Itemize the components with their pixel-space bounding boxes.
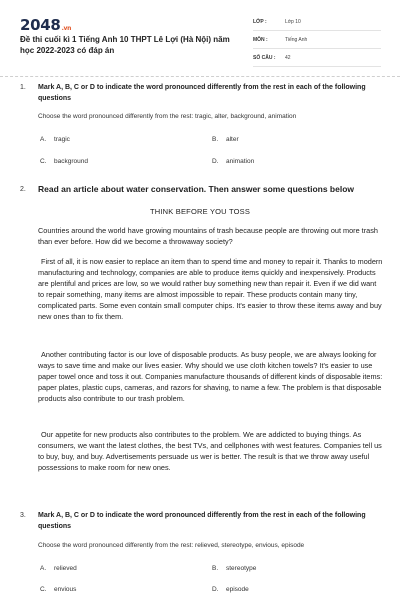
question-instruction: Choose the word pronounced differently from the rest: tragic, alter, background, animation [38, 113, 297, 120]
question-number: 2. [20, 186, 26, 193]
option-letter: C. [40, 586, 47, 593]
article-paragraph: Another contributing factor is our love of disposable products. As busy people, we are always looking for ways to save time and make our lives easier. Why should we use cloth kitchen towels? It's easier to use paper towel once and toss it out. Companies manufacture thousands of different kinds of disposable items: paper plates, plastic cups, cameras, and razors for shaving, to name a few. The problem is that disposable products also contribute to our trash problem. [38, 350, 383, 403]
question-heading: Mark A, B, C or D to indicate the word pronounced differently from the rest in each of the following questions [38, 512, 366, 530]
option-c[interactable] [40, 586, 76, 593]
meta-table [253, 13, 381, 67]
page-header [0, 0, 400, 78]
meta-row-class [253, 13, 381, 31]
meta-label: MÔN : [253, 36, 268, 43]
option-a[interactable] [40, 136, 70, 143]
meta-label: LỚP : [253, 18, 267, 25]
article-paragraph: First of all, it is now easier to replace an item than to spend time and money to repair it. Thanks to modern manufacturing and technology, companies are able to produce items quickly and inexpensively. Products are plentiful and prices are low, so we would rather buy something new than repair it. Even if we did want to repair something, many items are almost impossible to repair. These products contain many tiny, complicated parts. Some even contain small computer chips. It's easier to throw these items away and buy new ones than to fix them. [38, 257, 383, 321]
option-letter: D. [212, 158, 219, 165]
option-d[interactable] [212, 586, 249, 593]
article-title: THINK BEFORE YOU TOSS [149, 207, 251, 216]
question-instruction: Choose the word pronounced differently from the rest: relieved, stereotype, envious, episode [38, 542, 305, 549]
option-letter: B. [212, 565, 219, 572]
article-paragraph: Our appetite for new products also contributes to the problem. We are addicted to buying things. As consumers, we want the latest clothes, the best TVs, and cellphones with west features. Companies tell us to buy, buy, and buy. Advertisements persuade us wer is better. The result is that we throw away useful possessions to make room for new ones. [38, 430, 382, 472]
option-letter: C. [40, 158, 47, 165]
option-letter: A. [40, 565, 47, 572]
header-divider [0, 76, 400, 77]
option-c[interactable] [40, 158, 88, 165]
option-text: animation [226, 158, 255, 165]
option-b[interactable] [212, 136, 239, 143]
meta-value: 42 [285, 54, 291, 61]
option-letter: A. [40, 136, 47, 143]
option-text: relieved [54, 565, 77, 572]
meta-value: Lớp 10 [285, 18, 301, 25]
meta-row-count [253, 49, 381, 67]
option-b[interactable] [212, 565, 256, 572]
question-heading: Read an article about water conservation. Then answer some questions below [38, 184, 354, 194]
option-text: alter [226, 136, 239, 143]
option-text: stereotype [226, 565, 257, 572]
question-number: 1. [20, 84, 26, 91]
article-paragraph: Countries around the world have growing mountains of trash because people are throwing out more trash than ever before. How did we become a throwaway society? [38, 226, 378, 246]
logo-suffix: .vn [61, 25, 72, 32]
option-a[interactable] [40, 565, 77, 572]
logo-text: 2048 [20, 16, 61, 34]
question-number: 3. [20, 512, 26, 519]
option-text: tragic [54, 136, 70, 143]
meta-label: SỐ CÂU : [253, 54, 276, 61]
option-text: background [54, 158, 88, 165]
option-letter: D. [212, 586, 219, 593]
option-letter: B. [212, 136, 219, 143]
site-logo[interactable] [20, 16, 71, 34]
meta-row-subject [253, 31, 381, 49]
option-d[interactable] [212, 158, 254, 165]
document-title: Đề thi cuối kì 1 Tiếng Anh 10 THPT Lê Lợi (Hà Nội) năm học 2022-2023 có đáp án [20, 35, 230, 55]
meta-value: Tiếng Anh [285, 36, 308, 43]
option-text: envious [54, 586, 77, 593]
option-text: episode [226, 586, 249, 593]
question-heading: Mark A, B, C or D to indicate the word pronounced differently from the rest in each of the following questions [38, 84, 366, 102]
